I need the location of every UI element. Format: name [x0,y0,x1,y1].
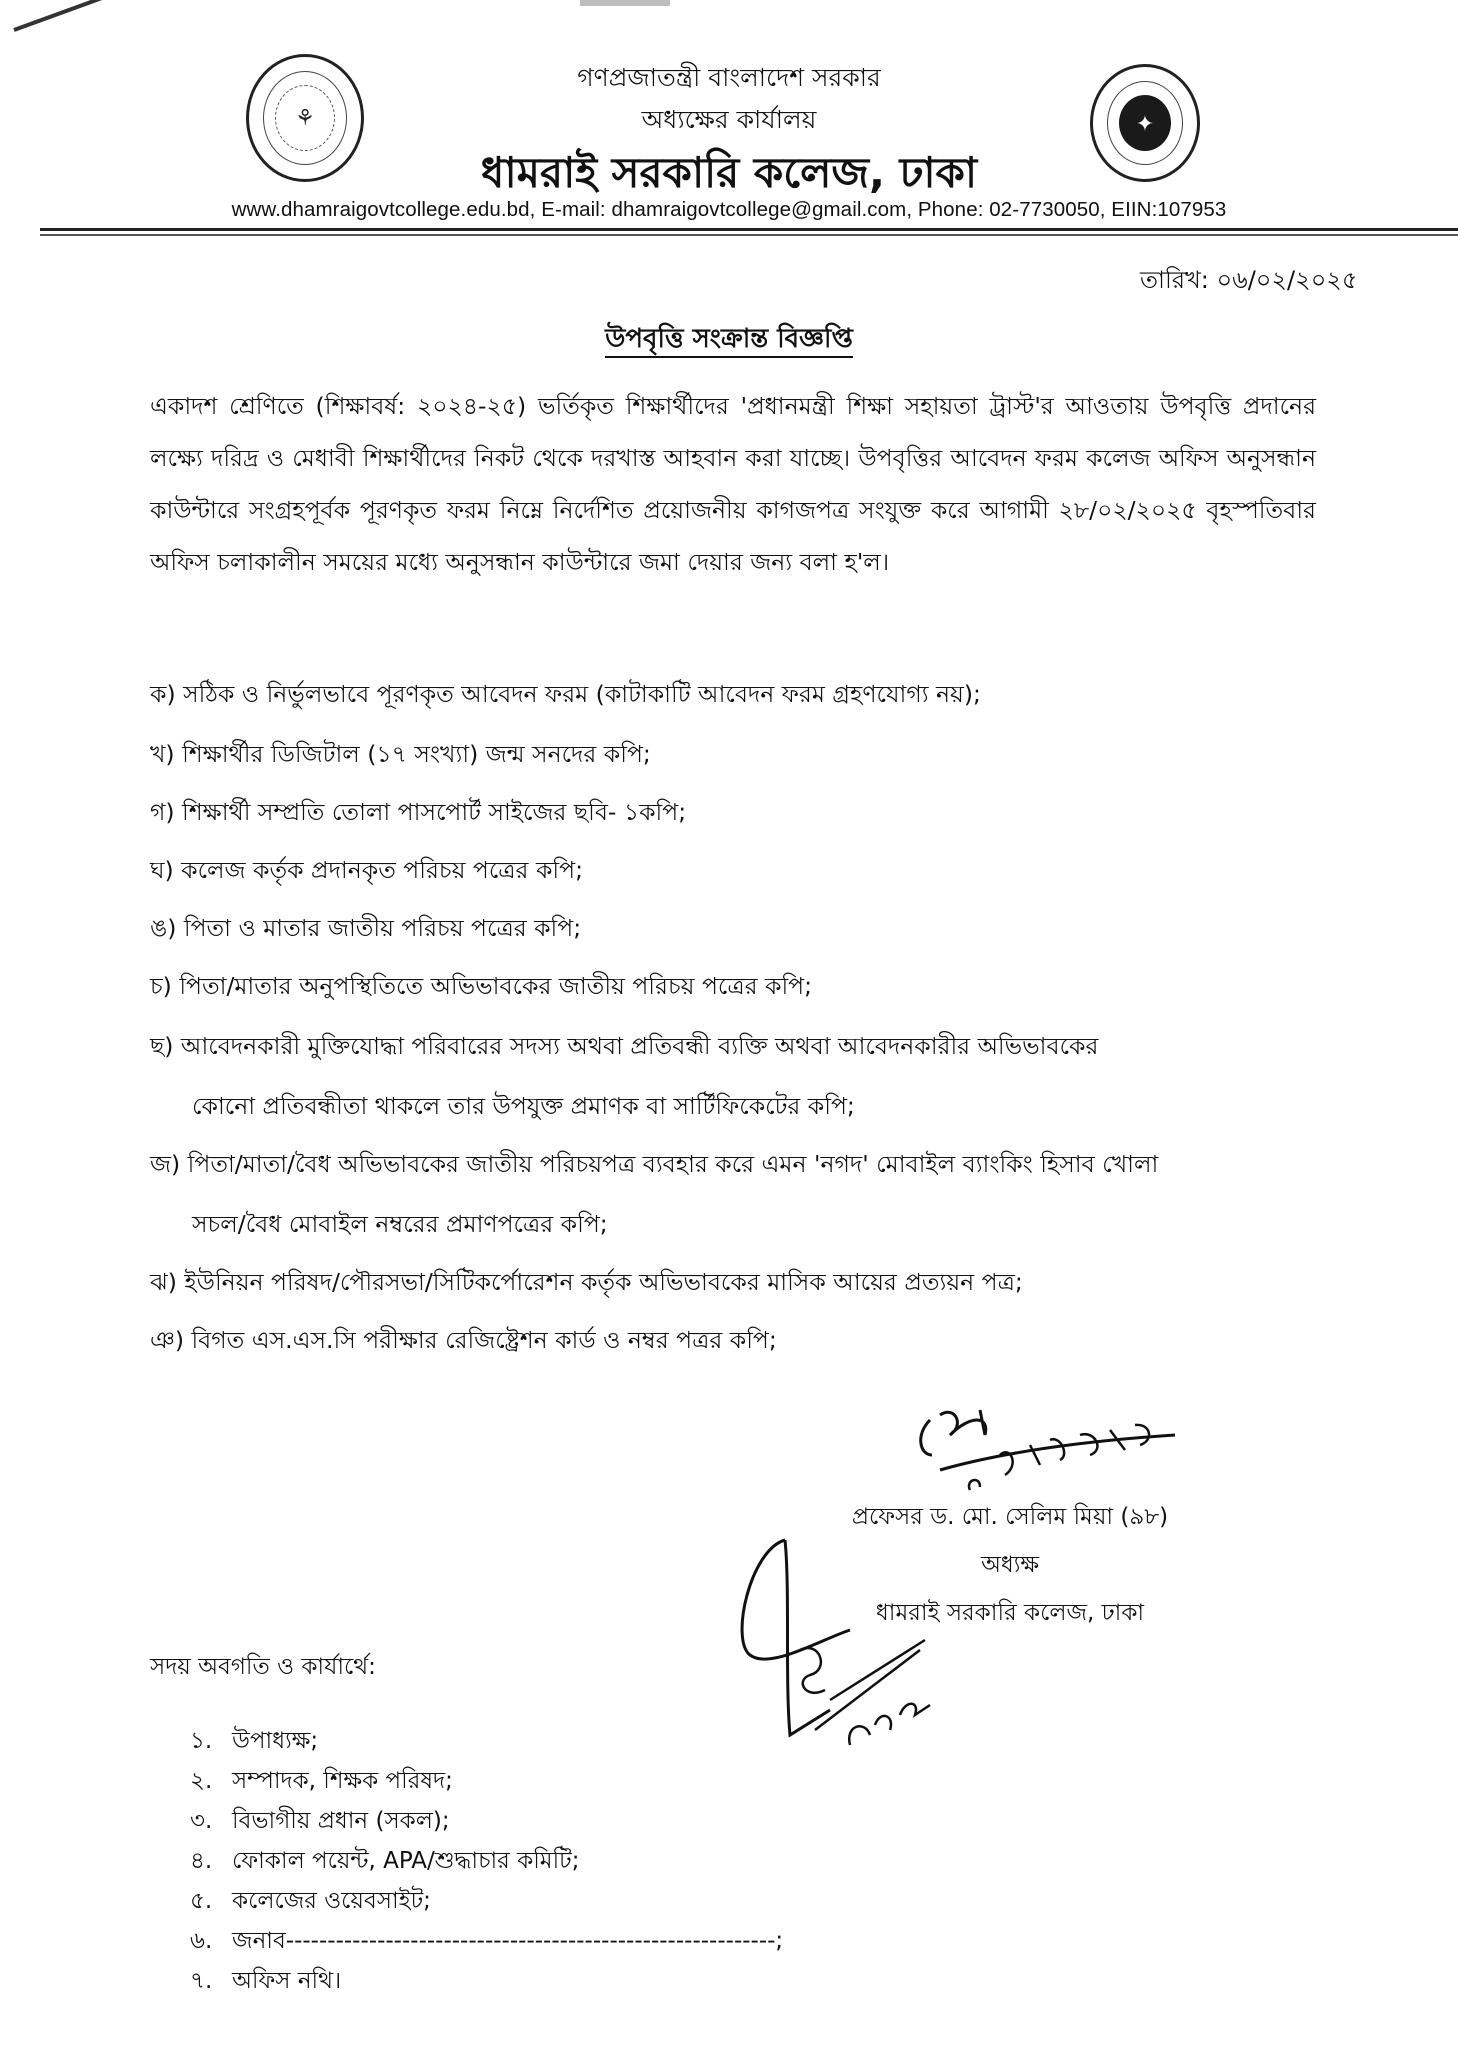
item-number: ৫. [190,1888,213,1914]
principal-signature-icon [910,1395,1190,1505]
item-number: ৪. [190,1848,213,1874]
item-number: ৬. [190,1928,213,1954]
item-label: জনাব-----------------------------------------------------------; [232,1928,784,1954]
requirement-item: ঘ) কলেজ কর্তৃক প্রদানকৃত পরিচয় পত্রের কপি; [150,856,583,884]
item-label: অফিস নথি। [232,1968,342,1994]
item-number: ২. [190,1768,213,1794]
requirement-item-continuation: সচল/বৈধ মোবাইল নম্বরের প্রমাণপত্রের কপি; [192,1210,608,1238]
college-emblem-icon: ⚘ [246,54,364,182]
item-number: ৭. [190,1968,213,1994]
govt-name: গণপ্রজাতন্ত্রী বাংলাদেশ সরকার [577,63,881,92]
header-divider-secondary [40,234,1458,236]
distribution-item [190,1802,450,1841]
requirement-item: ঞ) বিগত এস.এস.সি পরীক্ষার রেজিষ্ট্রেশন কার্ড ও নম্বর পত্রর কপি; [150,1326,777,1354]
scan-artifact [580,0,670,6]
item-label: সম্পাদক, শিক্ষক পরিষদ; [232,1768,453,1794]
requirement-item: চ) পিতা/মাতার অনুপস্থিতিতে অভিভাবকের জাতীয় পরিচয় পত্রের কপি; [150,972,813,1000]
item-number: ৩. [190,1808,213,1834]
handwritten-initial-icon [730,1530,960,1760]
item-label: কলেজের ওয়েবসাইট; [232,1888,431,1914]
item-label: ফোকাল পয়েন্ট, APA/শুদ্ধাচার কমিটি; [232,1848,580,1874]
distribution-item [190,1722,318,1761]
requirement-item-continuation: কোনো প্রতিবন্ধীতা থাকলে তার উপযুক্ত প্রমাণক বা সার্টিফিকেটের কপি; [192,1092,855,1120]
distribution-item [190,1842,579,1881]
requirement-item: ক) সঠিক ও নির্ভুলভাবে পূরণকৃত আবেদন ফরম (কাটাকাটি আবেদন ফরম গ্রহণযোগ্য নয়); [150,680,981,708]
requirement-item: ঝ) ইউনিয়ন পরিষদ/পৌরসভা/সিটিকর্পোরেশন কর্তৃক অভিভাবকের মাসিক আয়ের প্রত্যয়ন পত্র; [150,1268,1023,1296]
signatory-designation: অধ্যক্ষ [980,1552,1040,1578]
notice-title [0,318,1458,362]
distribution-item [190,1762,453,1801]
header-divider [40,228,1458,231]
requirement-item: জ) পিতা/মাতা/বৈধ অভিভাবকের জাতীয় পরিচয়পত্র ব্যবহার করে এমন 'নগদ' মোবাইল ব্যাংকিং হিসাব খোলা [150,1150,1159,1178]
requirement-item: খ) শিক্ষার্থীর ডিজিটাল (১৭ সংখ্যা) জন্ম সনদের কপি; [150,740,651,768]
distribution-heading: সদয় অবগতি ও কার্যার্থে: [150,1654,376,1680]
distribution-item [190,1922,783,1961]
institution-name: ধামরাই সরকারি কলেজ, ঢাকা [480,148,978,197]
notice-date: তারিখ: ০৬/০২/২০২৫ [1140,266,1358,294]
item-label: উপাধ্যক্ষ; [232,1728,319,1754]
govt-seal-icon: ✦ [1090,64,1200,182]
requirement-item: গ) শিক্ষার্থী সম্প্রতি তোলা পাসপোর্ট সাইজের ছবি- ১কপি; [150,798,687,826]
notice-title-text: উপবৃত্তি সংক্রান্ত বিজ্ঞপ্তি [605,324,853,358]
office-name: অধ্যক্ষের কার্যালয় [641,105,817,134]
item-label: বিভাগীয় প্রধান (সকল); [232,1808,450,1834]
signatory-institution: ধামরাই সরকারি কলেজ, ঢাকা [875,1600,1145,1626]
item-number: ১. [190,1728,213,1754]
requirement-item: ঙ) পিতা ও মাতার জাতীয় পরিচয় পত্রের কপি; [150,914,582,942]
distribution-item [190,1962,341,2001]
requirement-item: ছ) আবেদনকারী মুক্তিযোদ্ধা পরিবারের সদস্য অথবা প্রতিবন্ধী ব্যক্তি অথবা আবেদনকারীর অভিভাবকের [150,1032,1099,1060]
distribution-item [190,1882,431,1921]
contact-line: www.dhamraigovtcollege.edu.bd, E-mail: dhamraigovtcollege@gmail.com, Phone: 02-7730050, EIIN:107953 [231,198,1227,221]
notice-body: একাদশ শ্রেণিতে (শিক্ষাবর্ষ: ২০২৪-২৫) ভর্তিকৃত শিক্ষার্থীদের 'প্রধানমন্ত্রী শিক্ষা সহায়তা ট্রাস্ট'র আওতায় উপবৃত্তি প্রদানের লক্ষ্যে দরিদ্র ও মেধাবী শিক্ষার্থীদের নিকট থেকে দরখাস্ত আহবান করা যাচ্ছে। উপবৃত্তির আবেদন ফরম কলেজ অফিস অনুসন্ধান কাউন্টারে সংগ্রহপূর্বক পূরণকৃত ফরম নিম্নে নির্দেশিত প্রয়োজনীয় কাগজপত্র সংযুক্ত করে আগামী ২৮/০২/২০২৫ বৃহস্পতিবার অফিস চলাকালীন সময়ের মধ্যে অনুসন্ধান কাউন্টারে জমা দেয়ার জন্য বলা হ'ল। [150,392,1316,576]
pen-mark [13,0,105,32]
signatory-name: প্রফেসর ড. মো. সেলিম মিয়া (৯৮) [851,1504,1169,1530]
